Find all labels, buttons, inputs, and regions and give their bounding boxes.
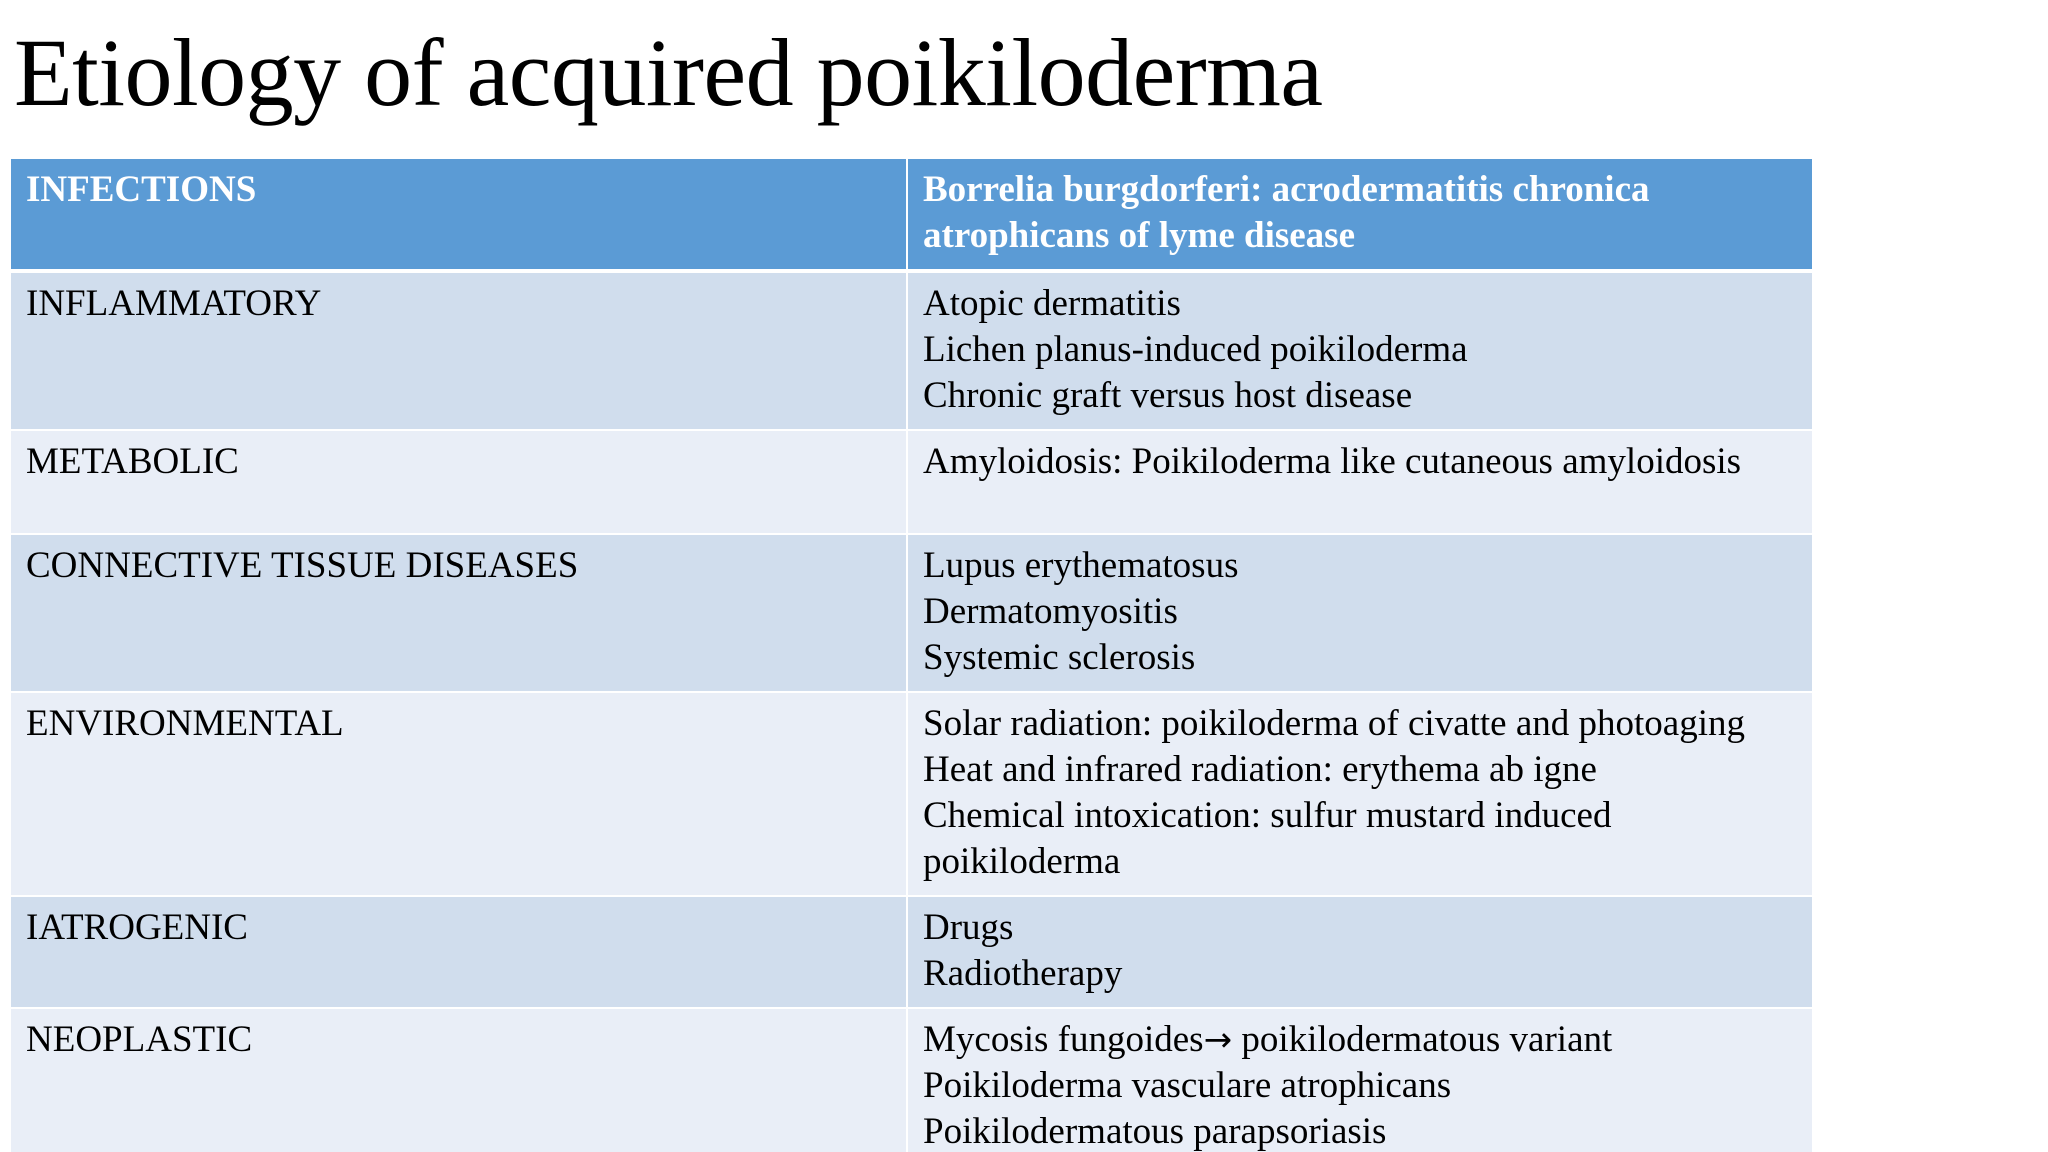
- category-label-metabolic: METABOLIC: [26, 441, 239, 482]
- right-arrow-icon: →: [1203, 1020, 1233, 1060]
- table-row-environmental: [11, 692, 1812, 896]
- table-row-metabolic: [11, 430, 1812, 534]
- category-label-connective-tissue: CONNECTIVE TISSUE DISEASES: [26, 545, 579, 586]
- category-label-iatrogenic: IATROGENIC: [26, 907, 248, 948]
- cause-item: Dermatomyositis: [923, 591, 1178, 632]
- cause-item: Systemic sclerosis: [923, 637, 1196, 678]
- slide-title: Etiology of acquired poikiloderma: [14, 19, 1323, 126]
- category-label-neoplastic: NEOPLASTIC: [26, 1019, 253, 1060]
- header-category-cell: [11, 159, 907, 271]
- table-header-row: [11, 159, 1812, 271]
- cause-item: Drugs: [923, 907, 1014, 948]
- cause-item: Amyloidosis: Poikiloderma like cutaneous amyloidosis: [923, 441, 1742, 482]
- category-cell: [11, 271, 907, 430]
- cause-item: Poikiloderma vasculare atrophicans: [923, 1065, 1452, 1106]
- cause-text: poikilodermatous variant: [1241, 1019, 1613, 1060]
- category-cell: [11, 534, 907, 692]
- cause-item: Lupus erythematosus: [923, 545, 1239, 586]
- table-row-inflammatory: [11, 271, 1812, 430]
- etiology-table: [11, 159, 1812, 1152]
- cause-item: Radiotherapy: [923, 953, 1123, 994]
- table-row-connective-tissue: [11, 534, 1812, 692]
- cause-item: Chemical intoxication: sulfur mustard induced poikiloderma: [923, 795, 1612, 882]
- causes-cell: [907, 1008, 1812, 1152]
- category-cell: [11, 692, 907, 896]
- category-cell: [11, 1008, 907, 1152]
- cause-item: Solar radiation: poikiloderma of civatte and photoaging: [923, 703, 1746, 744]
- cause-item: Heat and infrared radiation: erythema ab igne: [923, 749, 1597, 790]
- causes-cell: [907, 271, 1812, 430]
- cause-item: Lichen planus-induced poikiloderma: [923, 329, 1468, 370]
- cause-item-with-arrow: [923, 1017, 1798, 1063]
- cause-item: Atopic dermatitis: [923, 283, 1181, 324]
- category-label-environmental: ENVIRONMENTAL: [26, 703, 344, 744]
- category-cell: [11, 430, 907, 534]
- cause-text: Mycosis fungoides: [923, 1019, 1204, 1060]
- causes-cell: [907, 534, 1812, 692]
- category-label-inflammatory: INFLAMMATORY: [26, 283, 322, 324]
- category-cell: [11, 896, 907, 1008]
- causes-cell: [907, 430, 1812, 534]
- category-label-infections: INFECTIONS: [26, 169, 257, 210]
- table-row-neoplastic: [11, 1008, 1812, 1152]
- header-causes-cell: [907, 159, 1812, 271]
- cause-item: Poikilodermatous parapsoriasis: [923, 1111, 1387, 1152]
- table-row-iatrogenic: [11, 896, 1812, 1008]
- causes-cell: [907, 896, 1812, 1008]
- cause-item: Borrelia burgdorferi: acrodermatitis chronica atrophicans of lyme disease: [923, 169, 1650, 256]
- causes-cell: [907, 692, 1812, 896]
- cause-item: Chronic graft versus host disease: [923, 375, 1413, 416]
